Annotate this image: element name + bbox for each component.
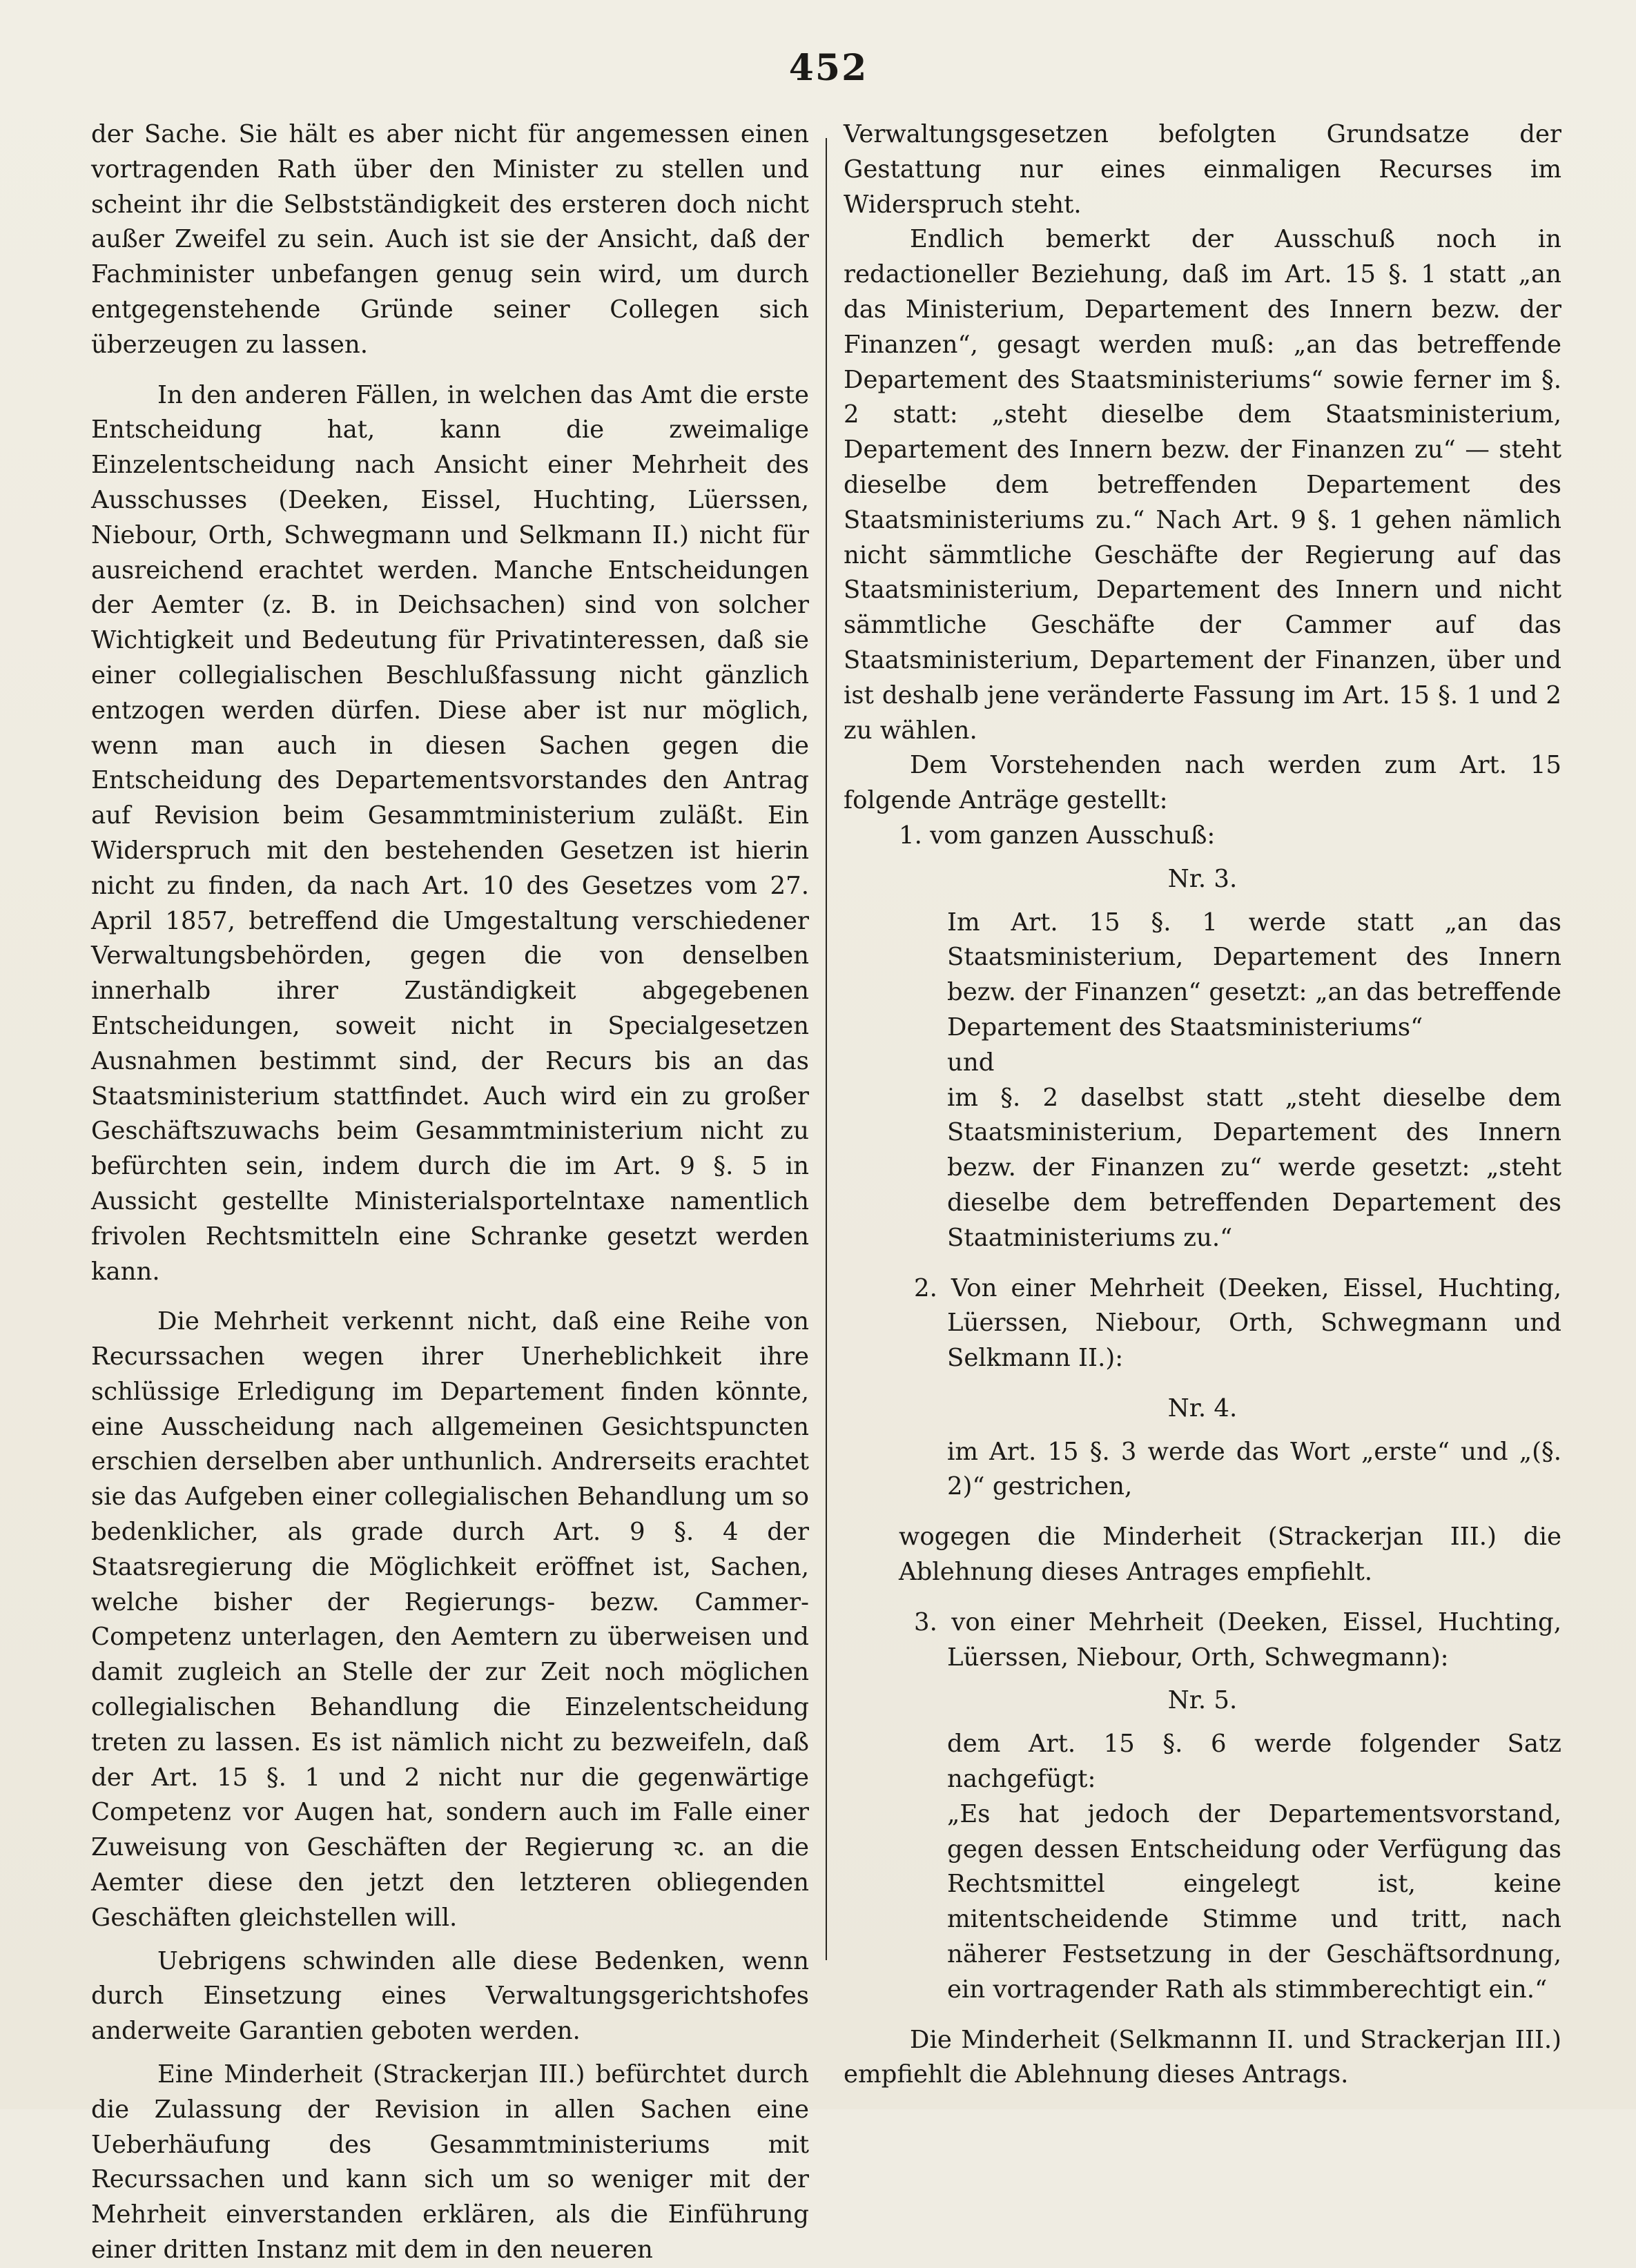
paragraph: Verwaltungsgesetzen befolgten Grundsatze der Gestattung nur eines einmaligen Recurses im Widerspruch steht. [844,120,1561,219]
column-divider [826,138,827,1960]
motion-text: „Es hat jedoch der Departementsvorstand, gegen dessen Entscheidung oder Verfügung das Rechtsmittel eingelegt ist, keine mitentscheidende Stimme und tritt, nach näherer Festsetzung in der Geschäftsordnung, ein vortragender Rath als stimmberechtigt ein.“ [947,1799,1561,2004]
motion-heading: 3. von einer Mehrheit (Deeken, Eissel, Huchting, Lüerssen, Niebour, Orth, Schwegmann): [914,1607,1561,1672]
paragraph: Die Mehrheit verkennt nicht, daß eine Reihe von Recurssachen wegen ihrer Unerheblichkeit ihre schlüssige Erledigung im Departement finden könnte, eine Ausscheidung nach allgemeinen Gesichtspuncten erschien derselben aber unthunlich. Andrerseits erachtet sie das Aufgeben einer collegialischen Behandlung um so bedenklicher, als grade durch Art. 9 §. 4 der Staatsregierung die Möglichkeit eröffnet ist, Sachen, welche bisher der Regierungs- bezw. Cammer-Competenz unterlagen, den Aemtern zu überweisen und damit zugleich an Stelle der zur Zeit noch möglichen collegialischen Behandlung die Einzelentscheidung treten zu lassen. Es ist nämlich nicht zu bezweifeln, daß der Art. 15 §. 1 und 2 nicht nur die gegenwärtige Competenz vor Augen hat, sondern auch im Falle einer Zuweisung von Geschäften der Regierung ꝛc. an die Aemter diese den jetzt den letzteren obliegenden Geschäften gleichstellen will. [91,1307,809,1932]
page-number: 452 [788,47,868,89]
left-column [91,117,809,2268]
motion-number: Nr. 5. [1167,1686,1238,1715]
paragraph: Endlich bemerkt der Ausschuß noch in redactioneller Beziehung, daß im Art. 15 §. 1 statt „an das Ministerium, Departement des Innern bezw. der Finanzen“, gesagt werden muß: „an das betreffende Departement des Staatsministeriums“ sowie ferner im §. 2 statt: „steht dieselbe dem Staatsministerium, Departement des Innern bezw. der Finanzen zu“ — steht dieselbe dem betreffenden Departement des Staatsministeriums zu.“ Nach Art. 9 §. 1 gehen nämlich nicht sämmtliche Geschäfte der Regierung auf das Staatsministerium, Departement des Innern und nicht sämmtliche Geschäfte der Cammer auf das Staatsministerium, Departement der Finanzen, über und ist deshalb jene veränderte Fassung im Art. 15 §. 1 und 2 zu wählen. [844,225,1561,745]
motion-text: dem Art. 15 §. 6 werde folgender Satz nachgefügt: [947,1730,1561,1794]
paragraph: Uebrigens schwinden alle diese Bedenken, wenn durch Einsetzung eines Verwaltungsgerichtshofes anderweite Garantien geboten werden. [91,1946,809,2046]
paragraph: In den anderen Fällen, in welchen das Amt die erste Entscheidung hat, kann die zweimalige Einzelentscheidung nach Ansicht einer Mehrheit des Ausschusses (Deeken, Eissel, Huchting, Lüerssen, Niebour, Orth, Schwegmann und Selkmann II.) nicht für ausreichend erachtet werden. Manche Entscheidungen der Aemter (z. B. in Deichsachen) sind von solcher Wichtigkeit und Bedeutung für Privatinteressen, daß sie einer collegialischen Beschlußfassung nicht gänzlich entzogen werden dürfen. Diese aber ist nur möglich, wenn man auch in diesen Sachen gegen die Entscheidung des Departementsvorstandes den Antrag auf Revision beim Gesammtministerium zuläßt. Ein Widerspruch mit den bestehenden Gesetzen ist hierin nicht zu finden, da nach Art. 10 des Gesetzes vom 27. April 1857, betreffend die Umgestaltung verschiedener Verwaltungsbehörden, gegen die von denselben innerhalb ihrer Zuständigkeit abgegebenen Entscheidungen, soweit nicht in Specialgesetzen Ausnahmen bestimmt sind, der Recurs bis an das Staatsministerium stattfindet. Auch wird ein zu großer Geschäftszuwachs beim Gesammtministerium nicht zu befürchten sein, indem durch die im Art. 9 §. 5 in Aussicht gestellte Ministerialsportelntaxe namentlich frivolen Rechtsmitteln eine Schranke gesetzt werden kann. [91,380,809,1286]
motion-text: im §. 2 daselbst statt „steht dieselbe dem Staatsministerium, Departement des Innern bezw. der Finanzen zu“ werde gesetzt: „steht dieselbe dem betreffenden Departement des Staatministeriums zu.“ [947,1083,1561,1252]
right-column [844,117,1561,2093]
motion-heading: 2. Von einer Mehrheit (Deeken, Eissel, Huchting, Lüerssen, Niebour, Orth, Schwegmann und Selkmann II.): [914,1273,1561,1373]
motion-number: Nr. 4. [1167,1394,1238,1423]
paragraph: Eine Minderheit (Strackerjan III.) befürchtet durch die Zulassung der Revision in allen Sachen eine Ueberhäufung des Gesammtministeriums mit Recurssachen und kann sich um so weniger mit der Mehrheit einverstanden erklären, als die Einführung einer dritten Instanz mit dem in den neueren [91,2060,809,2265]
motion-text: Im Art. 15 §. 1 werde statt „an das Staatsministerium, Departement des Innern bezw. der Finanzen“ gesetzt: „an das betreffende Departement des Staatsministeriums“ [947,908,1561,1042]
paragraph: der Sache. Sie hält es aber nicht für angemessen einen vortragenden Rath über den Minister zu stellen und scheint ihr die Selbstständigkeit des ersteren doch nicht außer Zweifel zu sein. Auch ist sie der Ansicht, daß der Fachminister unbefangen genug sein wird, um durch entgegenstehende Gründe seiner Collegen sich überzeugen zu lassen. [91,120,809,359]
paragraph: Dem Vorstehenden nach werden zum Art. 15 folgende Anträge gestellt: [844,751,1561,815]
minority-statement: wogegen die Minderheit (Strackerjan III.) die Ablehnung dieses Antrages empfiehlt. [899,1523,1561,1587]
motion-heading: 1. vom ganzen Ausschuß: [899,821,1216,850]
conjunction: und [947,1048,995,1077]
motion-number: Nr. 3. [1167,864,1238,893]
motion-text: im Art. 15 §. 3 werde das Wort „erste“ und „(§. 2)“ gestrichen, [947,1437,1561,1501]
minority-statement: Die Minderheit (Selkmannn II. und Strackerjan III.) empfiehlt die Ablehnung dieses Antrags. [844,2025,1561,2089]
